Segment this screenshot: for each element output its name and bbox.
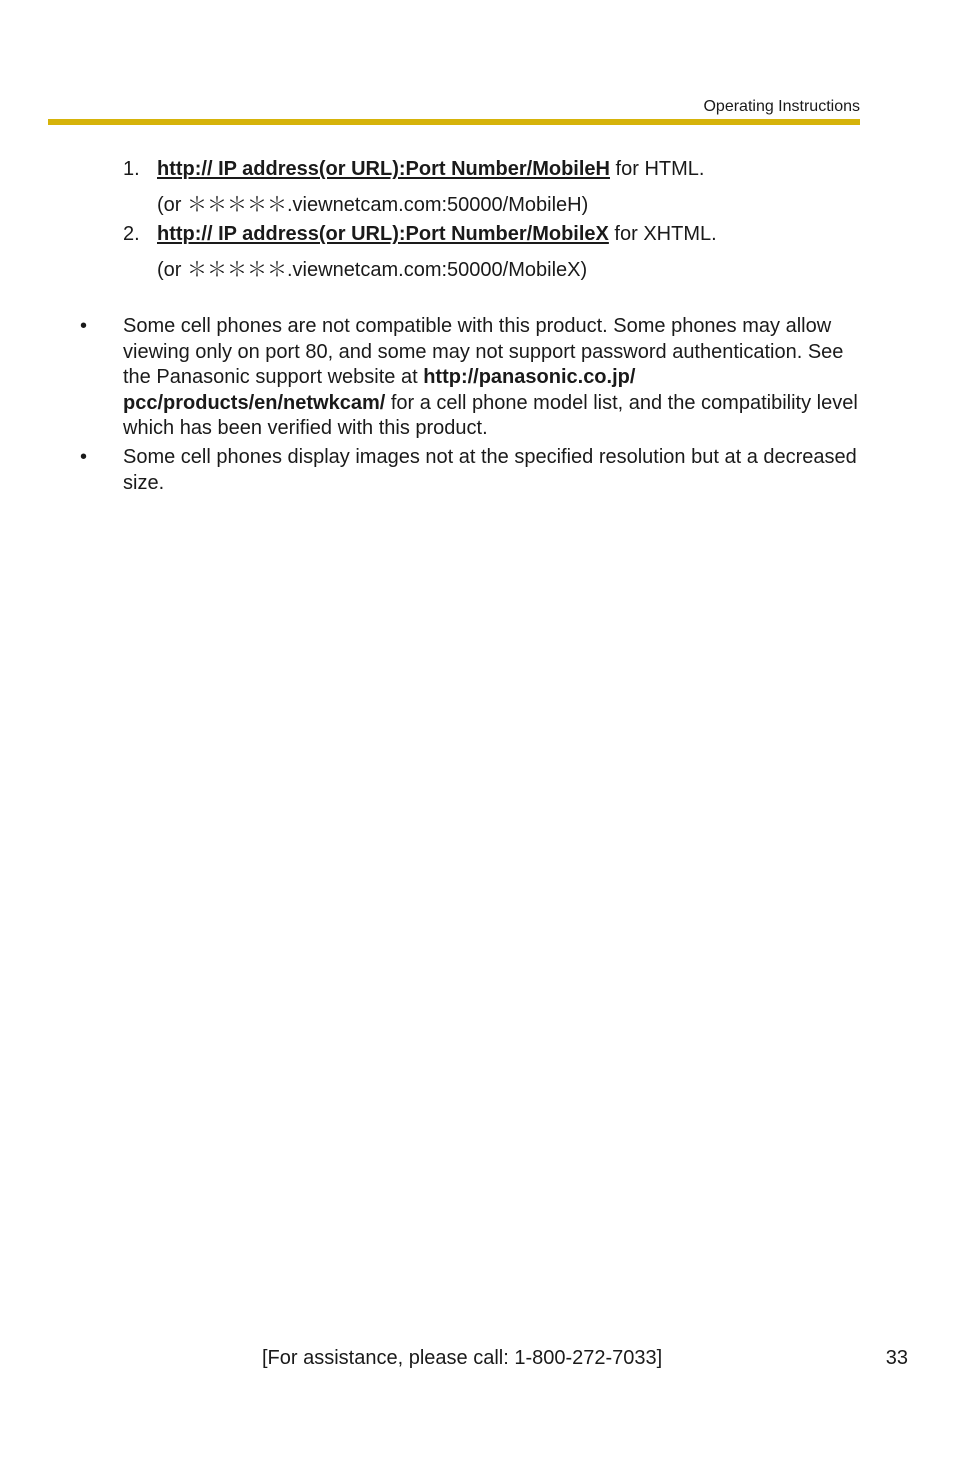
note-text: Some cell phones are not compatible with this product. Some phones may allow viewing only on port 80, and some may not support password authentication. See the Panasonic support website at bbox=[123, 315, 844, 388]
url-suffix: for HTML. bbox=[609, 158, 705, 180]
alt-url-text: (or ＊＊＊＊＊.viewnetcam.com:50000/MobileH) bbox=[157, 194, 589, 216]
bullet: • bbox=[80, 315, 88, 337]
list-item-number: 2. bbox=[123, 223, 140, 245]
header-title: Operating Instructions bbox=[703, 98, 860, 115]
list-item-number: 1. bbox=[123, 158, 140, 180]
url-suffix: for XHTML. bbox=[608, 223, 717, 245]
url-text: http:// IP address(or URL):Port Number/MobileH bbox=[157, 158, 610, 180]
note-paragraph bbox=[123, 314, 863, 442]
page-number: 33 bbox=[885, 1347, 908, 1369]
url-text: http:// IP address(or URL):Port Number/MobileX bbox=[157, 223, 609, 245]
support-website-link: http://panasonic.co.jp/ pcc/products/en/netwkcam/ bbox=[123, 366, 636, 414]
list-item-line bbox=[157, 222, 717, 246]
note-text: for a cell phone model list, and the compatibility level which has been verified with this product. bbox=[123, 391, 858, 439]
assistance-text: [For assistance, please call: 1-800-272-7033] bbox=[262, 1347, 663, 1369]
header-rule bbox=[48, 119, 860, 125]
note-paragraph: Some cell phones display images not at the specified resolution but at a decreased size. bbox=[123, 446, 857, 494]
list-item-line bbox=[157, 157, 704, 181]
bullet: • bbox=[80, 446, 88, 468]
alt-url-text: (or ＊＊＊＊＊.viewnetcam.com:50000/MobileX) bbox=[157, 259, 588, 281]
